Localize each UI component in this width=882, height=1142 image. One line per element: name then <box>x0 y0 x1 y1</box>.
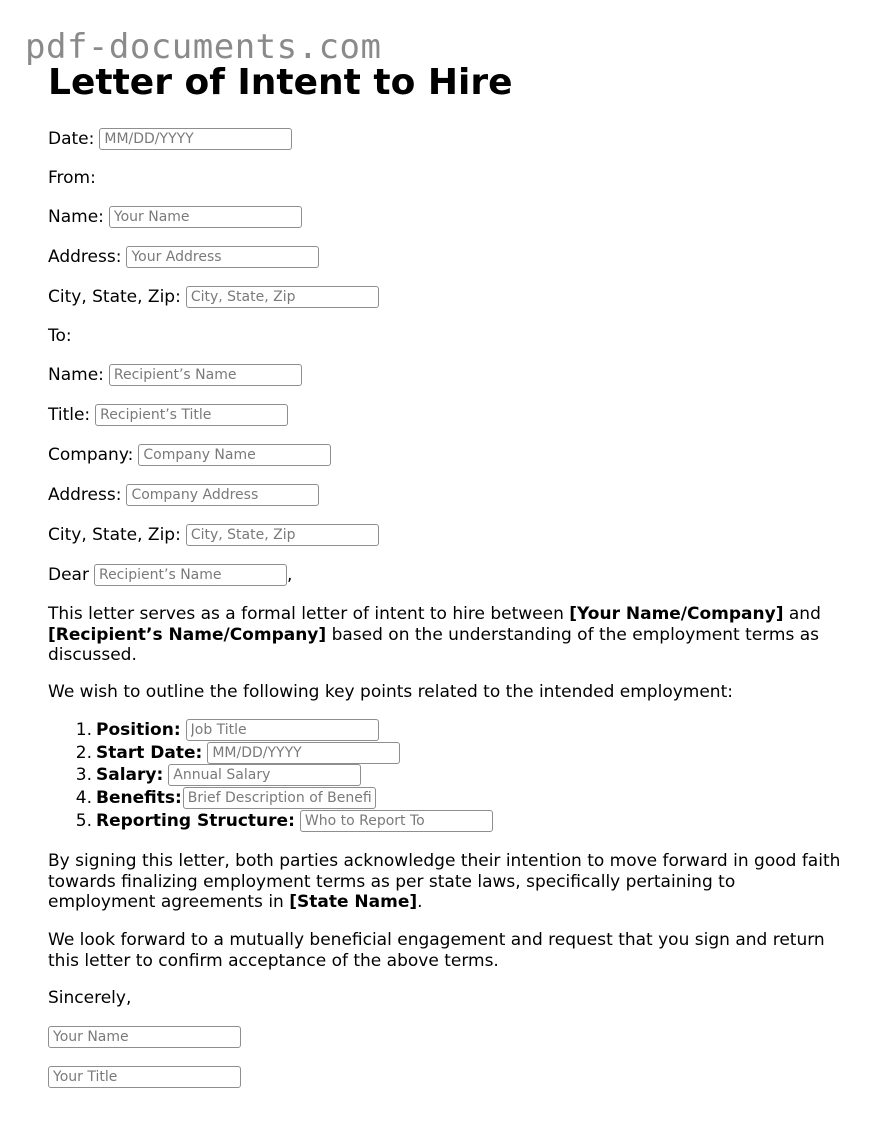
to-title-input[interactable] <box>95 404 288 426</box>
to-city-row <box>48 523 379 547</box>
from-address-row <box>48 245 319 269</box>
to-company-label: Company: <box>48 445 134 465</box>
intro-party-1: [Your Name/Company] <box>569 604 784 624</box>
outline-paragraph: We wish to outline the following key points related to the intended employment: <box>48 682 733 702</box>
list-item-number: 5. <box>75 810 92 831</box>
reporting-structure-input[interactable] <box>300 810 493 832</box>
list-item-number: 4. <box>75 788 92 809</box>
list-item-number: 2. <box>75 742 92 763</box>
from-heading-label: From: <box>48 168 96 188</box>
benefits-label: Benefits: <box>96 788 182 809</box>
signature-name-input[interactable] <box>48 1026 241 1048</box>
start-date-input[interactable] <box>207 742 400 764</box>
date-input[interactable] <box>99 128 292 150</box>
from-city-input[interactable] <box>186 286 379 308</box>
page-title: Letter of Intent to Hire <box>48 62 513 103</box>
date-label: Date: <box>48 129 95 149</box>
to-title-row <box>48 403 288 427</box>
list-item <box>48 764 493 787</box>
benefits-input[interactable] <box>183 787 376 809</box>
to-company-row <box>48 443 331 467</box>
to-city-label: City, State, Zip: <box>48 525 181 545</box>
sincerely-text: Sincerely, <box>48 988 132 1008</box>
state-name: [State Name] <box>289 892 418 912</box>
date-row <box>48 127 292 151</box>
salary-input[interactable] <box>168 764 361 786</box>
list-item <box>48 809 493 832</box>
to-address-row <box>48 483 319 507</box>
reporting-structure-label: Reporting Structure: <box>96 810 295 831</box>
from-address-input[interactable] <box>126 246 319 268</box>
to-address-input[interactable] <box>126 484 319 506</box>
list-item-number: 3. <box>75 765 92 786</box>
from-city-row <box>48 285 379 309</box>
closing-paragraph: We look forward to a mutually beneficial engagement and request that you sign and return this letter to confirm acceptance of the above terms. <box>48 930 825 971</box>
from-city-label: City, State, Zip: <box>48 287 181 307</box>
salutation-row <box>48 563 292 587</box>
signature-title-row <box>48 1065 241 1089</box>
signing-text-2: . <box>417 892 423 912</box>
from-name-row <box>48 205 302 229</box>
intro-paragraph <box>48 604 848 666</box>
salutation-input[interactable] <box>94 564 287 586</box>
intro-text-1: This letter serves as a formal letter of intent to hire between <box>48 604 570 624</box>
intro-text-3: based on the understanding of the employment terms as discussed. <box>48 624 820 665</box>
to-name-input[interactable] <box>109 364 302 386</box>
list-item <box>48 742 493 765</box>
key-points-list <box>48 719 493 832</box>
to-city-input[interactable] <box>186 524 379 546</box>
intro-text-2: and <box>783 604 821 624</box>
to-address-label: Address: <box>48 485 122 505</box>
from-name-input[interactable] <box>109 206 302 228</box>
list-item <box>48 787 493 810</box>
from-address-label: Address: <box>48 247 122 267</box>
watermark: pdf-documents.com <box>25 27 382 67</box>
to-name-label: Name: <box>48 365 104 385</box>
to-name-row <box>48 363 302 387</box>
salutation-comma: , <box>286 565 293 585</box>
from-name-label: Name: <box>48 207 104 227</box>
list-item-number: 1. <box>75 720 92 741</box>
start-date-label: Start Date: <box>96 742 203 763</box>
signature-name-row <box>48 1025 241 1049</box>
to-company-input[interactable] <box>138 444 331 466</box>
salutation-label: Dear <box>48 565 89 585</box>
from-heading <box>48 166 96 190</box>
signature-title-input[interactable] <box>48 1066 241 1088</box>
signing-paragraph <box>48 851 848 913</box>
list-item <box>48 719 493 742</box>
position-label: Position: <box>96 720 181 741</box>
intro-party-2: [Recipient’s Name/Company] <box>48 624 327 645</box>
signing-text-1: By signing this letter, both parties acknowledge their intention to move forward in good faith towards finalizing employment terms as per state laws, specifically pertaining to employment agreements in <box>48 851 841 912</box>
salary-label: Salary: <box>96 765 164 786</box>
to-title-label: Title: <box>48 405 91 425</box>
to-heading-label: To: <box>48 326 72 346</box>
to-heading <box>48 324 72 348</box>
position-input[interactable] <box>186 719 379 741</box>
